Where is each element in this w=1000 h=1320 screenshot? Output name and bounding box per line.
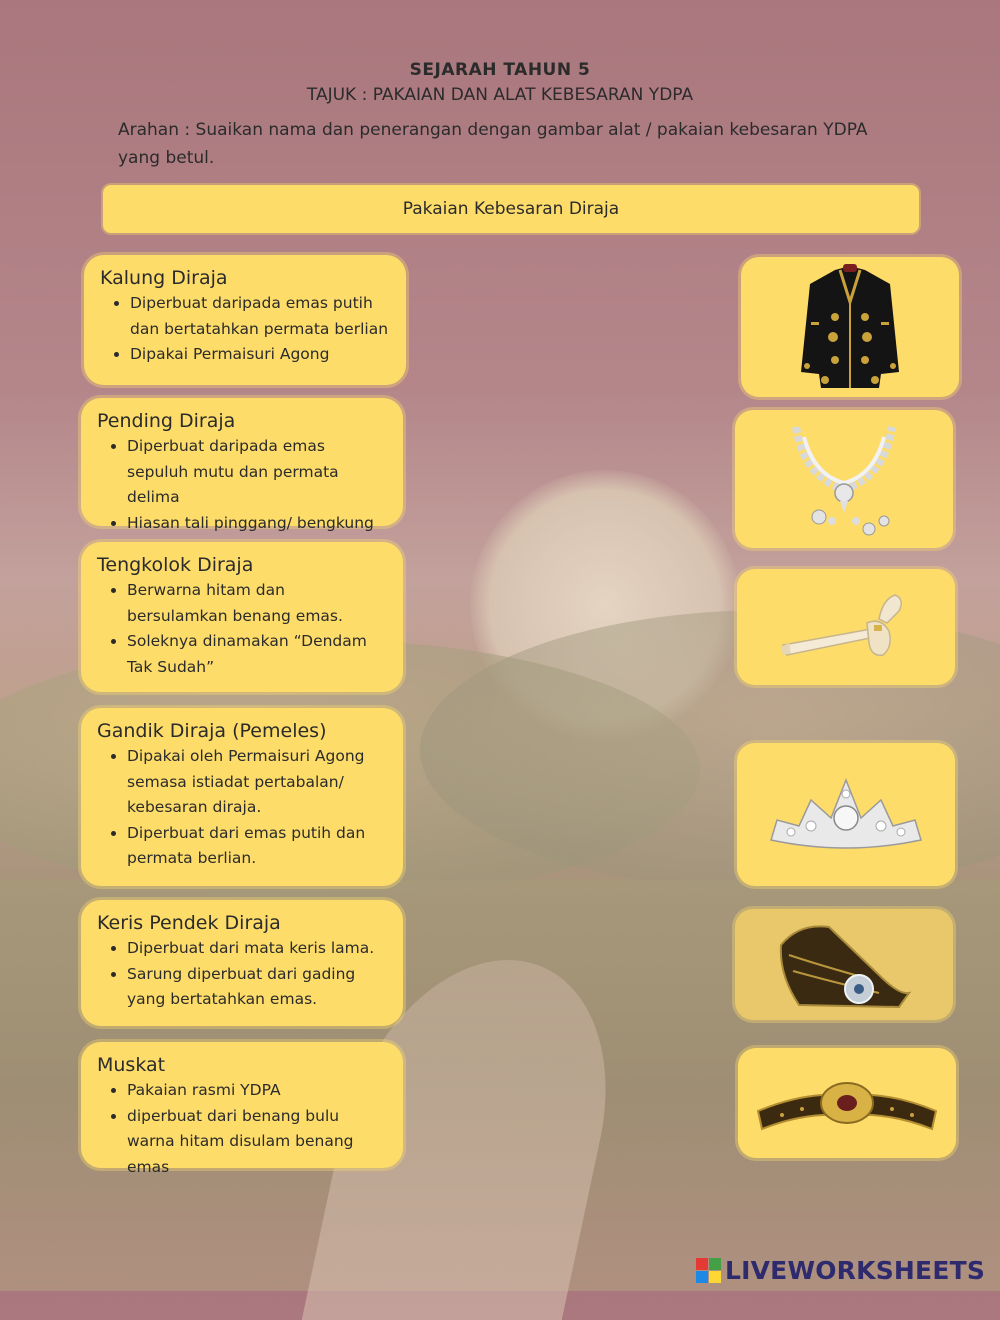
- image-box-necklace[interactable]: [735, 410, 953, 548]
- card-title: Pending Diraja: [97, 410, 236, 432]
- worksheet-topic: TAJUK : PAKAIAN DAN ALAT KEBESARAN YDPA: [306, 85, 694, 105]
- worksheet-header: [0, 60, 1000, 111]
- card-points: [97, 936, 389, 1013]
- card-point: • Diperbuat daripada emas sepuluh mutu dan permata delima: [127, 434, 389, 511]
- image-box-tengkolok[interactable]: [735, 909, 953, 1020]
- worksheet-title: SEJARAH TAHUN 5: [409, 60, 591, 80]
- logo-text: LIVEWORKSHEETS: [725, 1255, 986, 1285]
- section-banner: [103, 185, 919, 233]
- card-point: • Dipakai Permaisuri Agong: [130, 342, 392, 368]
- royal-jacket-icon: [795, 262, 905, 392]
- card-title: Gandik Diraja (Pemeles): [97, 720, 327, 742]
- card-point: • Soleknya dinamakan “Dendam Tak Sudah”: [127, 629, 389, 680]
- logo-squares-icon: [696, 1258, 721, 1283]
- card-point: • diperbuat dari benang bulu warna hitam disulam benang emas: [127, 1104, 389, 1181]
- belt-icon: [752, 1063, 942, 1143]
- card-point: • Diperbuat daripada emas putih dan bertatahkan permata berlian: [130, 291, 392, 342]
- card-title: Keris Pendek Diraja: [97, 912, 281, 934]
- answer-card-keris[interactable]: [81, 900, 403, 1026]
- card-points: [97, 1078, 389, 1180]
- card-title: Kalung Diraja: [100, 267, 228, 289]
- worksheet-instruction: Arahan : Suaikan nama dan penerangan dengan gambar alat / pakaian kebesaran YDPA yang betul.: [118, 120, 868, 168]
- answer-card-gandik[interactable]: [81, 708, 403, 886]
- card-point: • Diperbuat dari emas putih dan permata berlian.: [127, 821, 389, 872]
- keris-icon: [771, 577, 921, 677]
- card-title: Muskat: [97, 1054, 166, 1076]
- card-points: [97, 744, 389, 872]
- image-box-tiara[interactable]: [737, 743, 955, 886]
- card-points: [97, 578, 389, 680]
- answer-card-tengkolok[interactable]: [81, 542, 403, 692]
- card-point: • Pakaian rasmi YDPA: [127, 1078, 389, 1104]
- section-banner-label: Pakaian Kebesaran Diraja: [402, 199, 620, 219]
- card-point: • Berwarna hitam dan bersulamkan benang emas.: [127, 578, 389, 629]
- image-box-keris[interactable]: [737, 569, 955, 685]
- card-title: Tengkolok Diraja: [97, 554, 254, 576]
- card-point: • Hiasan tali pinggang/ bengkung: [127, 511, 389, 537]
- card-point: • Sarung diperbuat dari gading yang bertatahkan emas.: [127, 962, 389, 1013]
- card-points: [100, 291, 392, 368]
- tengkolok-icon: [759, 915, 929, 1015]
- necklace-icon: [774, 417, 914, 542]
- card-point: • Dipakai oleh Permaisuri Agong semasa istiadat pertabalan/ kebesaran diraja.: [127, 744, 389, 821]
- answer-card-kalung[interactable]: [84, 255, 406, 385]
- tiara-icon: [761, 760, 931, 870]
- card-point: • Diperbuat dari mata keris lama.: [127, 936, 389, 962]
- card-points: [97, 434, 389, 536]
- answer-card-muskat[interactable]: [81, 1042, 403, 1176]
- answer-card-pending[interactable]: [81, 398, 403, 532]
- liveworksheets-logo: [696, 1255, 985, 1285]
- image-box-belt[interactable]: [738, 1048, 956, 1158]
- image-box-jacket[interactable]: [741, 257, 959, 397]
